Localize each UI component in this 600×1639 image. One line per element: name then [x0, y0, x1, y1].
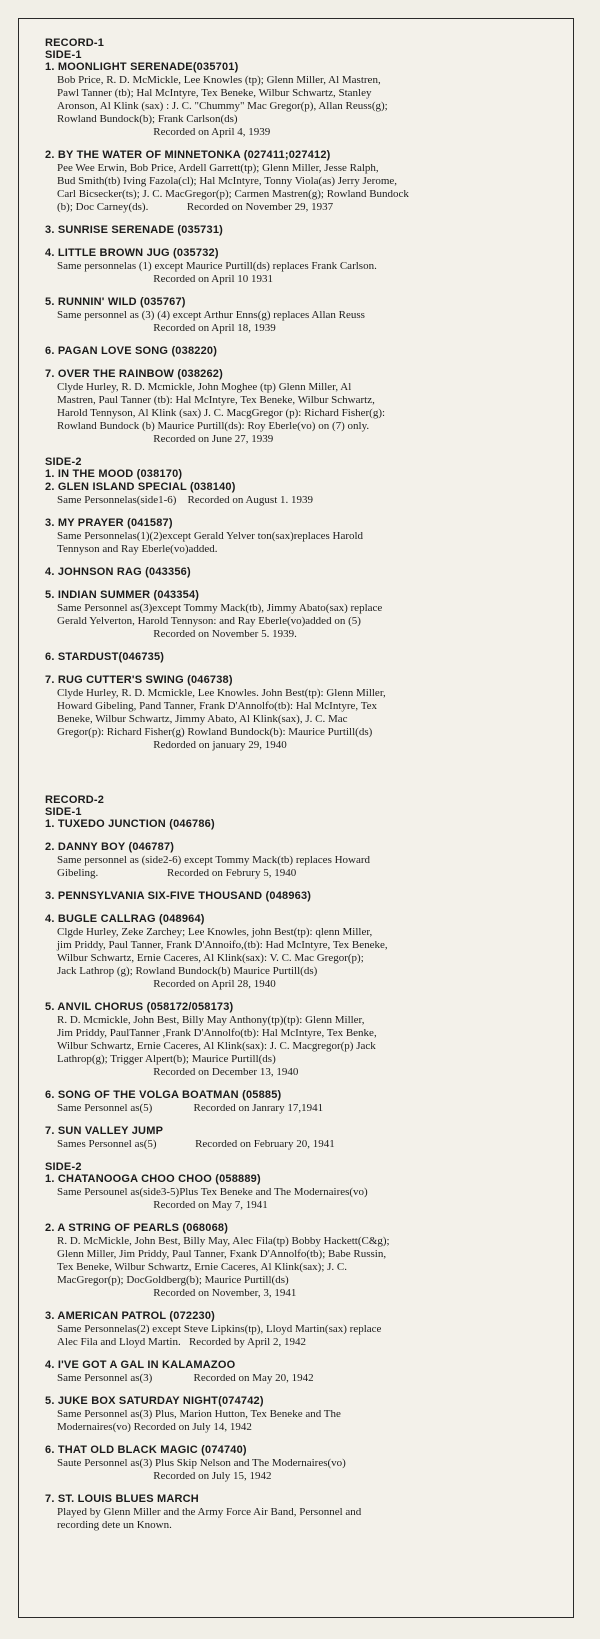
track-entry [45, 481, 545, 507]
track-entry [45, 1395, 545, 1434]
side-title: SIDE-1 [45, 49, 82, 61]
track-title: 6. THAT OLD BLACK MAGIC (074740) [45, 1444, 247, 1456]
track-title: 5. INDIAN SUMMER (043354) [45, 589, 200, 601]
side-title: SIDE-1 [45, 806, 82, 818]
track-entry [45, 651, 545, 664]
track-title: 6. SONG OF THE VOLGA BOATMAN (05885) [45, 1089, 282, 1101]
track-title: 2. GLEN ISLAND SPECIAL (038140) [45, 481, 236, 493]
track-entry [45, 1493, 545, 1532]
record-title: RECORD-1 [45, 37, 105, 49]
track-personnel: Clyde Hurley, R. D. Mcmickle, Lee Knowles. John Best(tp): Glenn Miller, Howard Gibeling, Pand Tanner, Frank D'Annolfo(tb): Hal McIntyre, Tex Beneke, Wilbur Schwartz, Jimmy Abato, Al Klink(sax), J. C. Mac Gregor(p): Richard Fisher(g) Rowland Bundock(b): Maurice Purtill(ds) Redorded on january 29, 1940 [57, 687, 386, 751]
track-entry [45, 913, 545, 991]
track-entry [45, 890, 545, 903]
track-entry [45, 841, 545, 880]
track-personnel: Clyde Hurley, R. D. Mcmickle, John Moghee (tp) Glenn Miller, Al Mastren, Paul Tanner (tb): Hal McIntyre, Tex Beneke, Wilbur Schwartz, Harold Tennyson, Al Klink (sax) J. C. MacgGregor (p): Richard Fisher(g): Rowland Bundock (b) Maurice Purtill(ds): Roy Eberle(vo) on (7) only. Recorded on June 27, 1939 [57, 381, 386, 445]
track-personnel: Same personnel as (3) (4) except Arthur Enns(g) replaces Allan Reuss Recorded on April 18, 1939 [57, 309, 365, 334]
track-entry [45, 1125, 545, 1151]
track-listing [45, 37, 545, 1542]
track-entry [45, 1359, 545, 1385]
track-title: 7. OVER THE RAINBOW (038262) [45, 368, 223, 380]
track-title: 3. SUNRISE SERENADE (035731) [45, 224, 223, 236]
track-title: 4. I'VE GOT A GAL IN KALAMAZOO [45, 1359, 236, 1371]
track-entry [45, 247, 545, 286]
track-title: 6. PAGAN LOVE SONG (038220) [45, 345, 218, 357]
track-entry [45, 1089, 545, 1115]
track-entry [45, 468, 545, 481]
track-entry [45, 818, 545, 831]
track-title: 2. DANNY BOY (046787) [45, 841, 175, 853]
track-personnel: Pee Wee Erwin, Bob Price, Ardell Garrett(tp); Glenn Miller, Jesse Ralph, Bud Smith(tb) Iving Fazola(cl); Hal McIntyre, Tonny Viola(as) Jerry Jerome, Carl Bicsecker(ts); J. C. MacGregor(p); Carmen Mastren(g); Rowland Bundock (b); Doc Carney(ds). Recorded on November 29, 1937 [57, 162, 409, 213]
track-title: 3. PENNSYLVANIA SIX-FIVE THOUSAND (048963) [45, 890, 312, 902]
track-title: 4. JOHNSON RAG (043356) [45, 566, 191, 578]
track-entry [45, 224, 545, 237]
track-title: 1. IN THE MOOD (038170) [45, 468, 183, 480]
track-title: 3. AMERICAN PATROL (072230) [45, 1310, 216, 1322]
track-title: 5. RUNNIN' WILD (035767) [45, 296, 186, 308]
track-personnel: Saute Personnel as(3) Plus Skip Nelson and The Modernaires(vo) Recorded on July 15, 1942 [57, 1457, 346, 1482]
track-title: 7. ST. LOUIS BLUES MARCH [45, 1493, 199, 1505]
track-personnel: Same Personnelas(2) except Steve Lipkins(tp), Lloyd Martin(sax) replace Alec Fila and Lloyd Martin. Recorded by April 2, 1942 [57, 1323, 382, 1348]
track-entry [45, 1222, 545, 1300]
track-entry [45, 296, 545, 335]
track-personnel: Same personnelas (1) except Maurice Purtill(ds) replaces Frank Carlson. Recorded on April 10 1931 [57, 260, 377, 285]
track-personnel: Sames Personnel as(5) Recorded on February 20, 1941 [57, 1138, 335, 1150]
track-title: 7. RUG CUTTER'S SWING (046738) [45, 674, 233, 686]
track-personnel: Played by Glenn Miller and the Army Force Air Band, Personnel and recording dete un Known. [57, 1506, 362, 1531]
track-entry [45, 1001, 545, 1079]
track-personnel: Same Personnelas(side1-6) Recorded on August 1. 1939 [57, 494, 314, 506]
track-title: 2. A STRING OF PEARLS (068068) [45, 1222, 229, 1234]
track-personnel: Same Personnel as(3) Plus, Marion Hutton, Tex Beneke and The Modernaires(vo) Recorded on July 14, 1942 [57, 1408, 341, 1433]
track-title: 5. JUKE BOX SATURDAY NIGHT(074742) [45, 1395, 264, 1407]
track-personnel: Same Personnel as(3)except Tommy Mack(tb), Jimmy Abato(sax) replace Gerald Yelverton, Harold Tennyson: and Ray Eberle(vo)added on (5) Recorded on November 5. 1939. [57, 602, 383, 640]
track-title: 1. TUXEDO JUNCTION (046786) [45, 818, 215, 830]
track-entry [45, 566, 545, 579]
track-title: 3. MY PRAYER (041587) [45, 517, 173, 529]
track-title: 1. CHATANOOGA CHOO CHOO (058889) [45, 1173, 261, 1185]
track-personnel: Bob Price, R. D. McMickle, Lee Knowles (tp); Glenn Miller, Al Mastren, Pawl Tanner (tb); Hal McIntyre, Tex Beneke, Wilbur Schwartz, Stanley Aronson, Al Klink (sax) : J. C. "Chummy" Mac Gregor(p), Allan Reuss(g); Rowland Bundock(b); Frank Carlson(ds) Recorded on April 4, 1939 [57, 74, 388, 138]
track-title: 6. STARDUST(046735) [45, 651, 165, 663]
track-entry [45, 589, 545, 641]
track-entry [45, 674, 545, 752]
side-title: SIDE-2 [45, 1161, 82, 1173]
track-entry [45, 517, 545, 556]
track-personnel: Same Personnelas(1)(2)except Gerald Yelver ton(sax)replaces Harold Tennyson and Ray Eberle(vo)added. [57, 530, 364, 555]
side-title: SIDE-2 [45, 456, 82, 468]
track-title: 2. BY THE WATER OF MINNETONKA (027411;027412) [45, 149, 331, 161]
track-title: 4. BUGLE CALLRAG (048964) [45, 913, 205, 925]
track-entry [45, 1444, 545, 1483]
track-personnel: R. D. Mcmickle, John Best, Billy May Anthony(tp)(tp): Glenn Miller, Jim Priddy, PaulTanner ,Frank D'Annolfo(tb): Hal McIntyre, Tex Benke, Wilbur Schwartz, Ernie Caceres, Al Klink(sax): J. C. Macgregor(p) Jack Lathrop(g); Trigger Alpert(b); Maurice Purtill(ds) Recorded on December 13, 1940 [57, 1014, 377, 1078]
track-entry [45, 345, 545, 358]
track-entry [45, 149, 545, 214]
track-personnel: R. D. McMickle, John Best, Billy May, Alec Fila(tp) Bobby Hackett(C&g); Glenn Miller, Jim Priddy, Paul Tanner, Fxank D'Annolfo(tb); Babe Russin, Tex Beneke, Wilbur Schwartz, Ernie Caceres, Al Klink(sax); J. C. MacGregor(p); DocGoldberg(b); Maurice Purtill(ds) Recorded on November, 3, 1941 [57, 1235, 390, 1299]
track-personnel: Clgde Hurley, Zeke Zarchey; Lee Knowles, john Best(tp): qlenn Miller, jim Priddy, Paul Tanner, Frank D'Annoifo,(tb): Had McIntyre, Tex Beneke, Wilbur Schwartz, Ernie Caceres, Al Klink(sax): V. C. Mac Gregor(p); Jack Lathrop (g); Rowland Bundock(b) Maurice Purtill(ds) Recorded on April 28, 1940 [57, 926, 388, 990]
record-title: RECORD-2 [45, 794, 105, 806]
track-title: 1. MOONLIGHT SERENADE(035701) [45, 61, 239, 73]
track-entry [45, 1173, 545, 1212]
track-personnel: Same Personnel as(5) Recorded on Janrary 17,1941 [57, 1102, 324, 1114]
track-title: 5. ANVIL CHORUS (058172/058173) [45, 1001, 234, 1013]
track-personnel: Same personnel as (side2-6) except Tommy Mack(tb) replaces Howard Gibeling. Recorded on Februry 5, 1940 [57, 854, 371, 879]
track-title: 7. SUN VALLEY JUMP [45, 1125, 164, 1137]
liner-notes-sheet [18, 18, 574, 1618]
track-personnel: Same Persounel as(side3-5)Plus Tex Beneke and The Modernaires(vo) Recorded on May 7, 1941 [57, 1186, 368, 1211]
track-title: 4. LITTLE BROWN JUG (035732) [45, 247, 219, 259]
track-personnel: Same Personnel as(3) Recorded on May 20, 1942 [57, 1372, 314, 1384]
track-entry [45, 61, 545, 139]
track-entry [45, 368, 545, 446]
track-entry [45, 1310, 545, 1349]
